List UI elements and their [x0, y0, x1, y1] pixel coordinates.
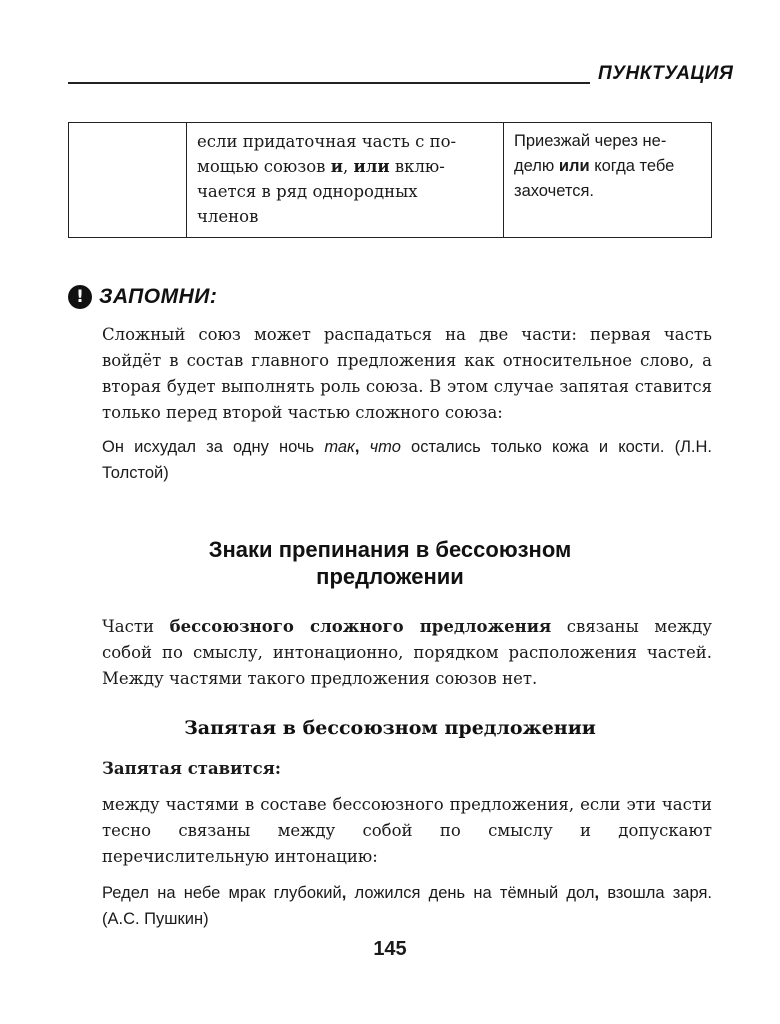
table-cell-empty [69, 123, 187, 238]
section-intro [102, 614, 712, 692]
example-text: взошла заря. (А.С. Пушкин) [102, 884, 712, 928]
remember-title: ЗАПОМНИ: [99, 285, 218, 308]
example-word-tak: так [324, 438, 355, 456]
intro-text: связаны между собой по смыслу, интонационно, порядком расположения частей. Между частями такого предложения союзов нет. [102, 617, 712, 688]
section-title-line: предложении [316, 564, 464, 589]
table-cell-rule [187, 123, 504, 238]
intro-text: Части [102, 617, 170, 636]
example-comma: , [341, 884, 347, 902]
rule-text: чается в ряд однородных [197, 182, 418, 201]
subsection-label: Запятая ставится: [102, 759, 281, 778]
example-text: Приезжай через не- [514, 132, 667, 150]
example-text: захочется. [514, 182, 594, 200]
table-row [69, 123, 712, 238]
example-text: Редел на небе мрак глубокий [102, 884, 342, 902]
conjunction-i: и [330, 157, 343, 176]
section-title [68, 536, 712, 590]
conjunction-ili: или [353, 157, 390, 176]
intro-term: бессоюзного сложного предложения [169, 617, 552, 636]
subsection-title: Запятая в бессоюзном предложении [184, 717, 596, 739]
example-comma: , [594, 884, 600, 902]
rule-text: , [342, 157, 354, 176]
section-title-line: Знаки препинания в бессоюзном [208, 537, 572, 562]
running-header-title: ПУНКТУАЦИЯ [598, 63, 734, 84]
example-text: делю [514, 157, 559, 175]
rule-table [68, 122, 712, 238]
header-rule [68, 82, 590, 84]
rule-text: вклю- [389, 157, 445, 176]
page-number: 145 [373, 938, 407, 960]
remember-heading [68, 285, 217, 309]
remember-text: Сложный союз может распадаться на две части: первая часть войдёт в состав главного предложения как относительное слово, а вторая будет выполнять роль союза. В этом случае запятая ставится только перед второй частью сложного союза: [102, 325, 712, 422]
rule-text: мощью союзов [197, 157, 331, 176]
example-text: Он исхудал за одну ночь [102, 438, 325, 456]
remember-example [102, 434, 712, 486]
example-comma: , [354, 438, 370, 456]
subsection-example [102, 880, 712, 932]
example-text: ложился день на тёмный дол [346, 884, 595, 902]
conjunction-ili: или [558, 157, 590, 175]
example-text: остались только кожа и кости. (Л.Н. Толстой) [102, 438, 712, 482]
example-text: когда тебе [589, 157, 675, 175]
subsection-rule: между частями в составе бессоюзного предложения, если эти части тесно связаны между собой по смыслу и допускают перечислительную интонацию: [102, 795, 712, 866]
table-cell-example [504, 123, 712, 238]
rule-text: членов [197, 207, 259, 226]
exclamation-icon: ! [68, 285, 92, 309]
rule-text: если придаточная часть с по- [197, 132, 457, 151]
example-word-chto: что [369, 438, 401, 456]
